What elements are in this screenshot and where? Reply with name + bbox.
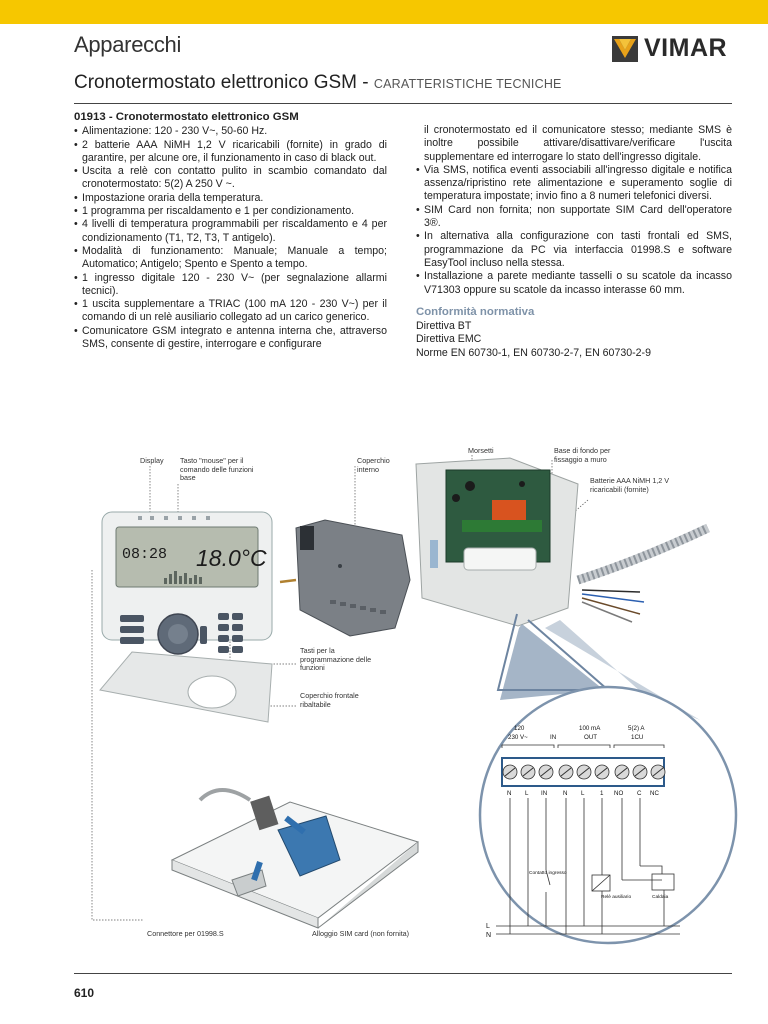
footer-rule [74,973,732,974]
spec-item: • In alternativa alla configurazione con tasti frontali ed SMS, programmazione da PC via interfaccia 01998.S e software EasyTool incluso nella stessa. [416,230,732,269]
spec-item: • Alimentazione: 120 - 230 V~, 50-60 Hz. [74,125,268,138]
terminal-label: NC [650,790,659,797]
spec-item: • 1 ingresso digitale 120 - 230 V~ (per segnalazione allarmi tecnici). [74,271,387,297]
spec-item: • 1 uscita supplementare a TRIAC (100 mA 120 - 230 V~) per il comando di un relè ausiliario collegato ad un carico generico. [74,298,387,324]
product-heading: 01913 - Cronotermostato elettronico GSM [74,111,299,123]
title-main: Cronotermostato elettronico GSM - [74,72,369,93]
front-flap [100,652,272,722]
group-label-line1: 5(2) A [628,725,645,732]
conformity-item: Norme EN 60730-1, EN 60730-2-7, EN 60730-2-9 [416,346,651,359]
label-connettore: Connettore per 01998.S [147,929,224,938]
terminal-label: N [507,790,512,797]
inner-cover [280,520,410,636]
label-coperchio-interno: Coperchio interno [357,456,390,474]
spec-continuation: il cronotermostato ed il comunicatore stesso; mediante SMS è inoltre possibile attivare/disattivare/verificare l'uscita supplementare ed interrogare lo stato dell'ingresso digitale. [424,124,732,163]
spec-item: • 2 batterie AAA NiMH 1,2 V ricaricabili (fornite) in grado di garantire, per alcune ore, il funzionamento in caso di black out. [74,138,387,164]
spec-item: • Comunicatore GSM integrato e antenna interna che, attraverso SMS, consente di gestire, interrogare e configurare [74,324,387,351]
caldaia-label: Caldaia [652,895,669,900]
conformity-item: Direttiva EMC [416,333,482,346]
title-sub: CARATTERISTICHE TECNICHE [373,77,562,91]
group-label-line1: 100 mA [579,725,601,732]
group-label-line1: 120 [514,725,525,732]
leader-frontale [268,690,296,706]
section-title: Apparecchi [74,32,182,57]
line-n-label: N [486,932,492,939]
terminal-label: L [581,790,585,797]
vimar-logo-text: VIMAR [644,34,728,62]
spec-item: • Impostazione oraria della temperatura. [74,191,264,204]
spec-item: • Via SMS, notifica eventi associabili all'ingresso digitale e notifica assenza/ripristino rete alimentazione e superamento soglie di temperatura impostate; invio fino a 8 numeri telefonici diversi. [416,163,732,203]
spec-item: • Modalità di funzionamento: Manuale; Manuale a tempo; Automatico; Antigelo; Spento e Spento a tempo. [74,244,387,271]
terminal-label: NO [614,790,624,797]
terminal-label: 1 [600,790,604,797]
spec-item: • SIM Card non fornita; non supportate SIM Card dell'operatore 3®. [416,203,732,230]
group-label-line2: OUT [584,734,598,741]
conformity-item: Direttiva BT [416,320,472,333]
label-tasti-programmazione: Tasti per la programmazione delle funzioni [300,646,372,673]
terminal-label: L [525,790,529,797]
terminal-label: N [563,790,568,797]
thermostat-front-unit [100,512,272,722]
cable-bundle [578,528,708,622]
group-label-line2: 230 V~ [508,734,528,741]
spec-item: • 1 programma per riscaldamento e 1 per condizionamento. [74,205,355,218]
line-l-label: L [486,923,490,930]
spec-item: • Uscita a relè con contatto pulito in scambio comandato dal cronotermostato: 5(2) A 250 V ~. [74,165,387,191]
display-time: 08:28 [122,546,168,563]
wall-base [416,458,578,626]
group-label-line2: IN [550,734,557,741]
terminal-label: IN [541,790,548,797]
spec-item: • Installazione a parete mediante tasselli o su scatole da incasso V71303 oppure su scatole da incasso interasse 60 mm. [416,270,732,296]
label-alloggio-sim: Alloggio SIM card (non fornita) [312,929,410,938]
terminal-label: C [637,790,642,797]
display-temperature: 18.0°C [196,545,267,571]
label-tasto-mouse: Tasto "mouse" per il comando delle funzioni base [180,456,254,483]
label-morsetti: Morsetti [468,446,494,455]
page-number: 610 [74,986,95,1000]
contatto-ingresso-label: Contatto ingresso [529,871,567,876]
bottom-base-assembly [172,790,418,928]
label-base-fondo: Base di fondo per fissaggio a muro [554,446,611,464]
rele-ausiliario-label: Relè ausiliario [601,895,632,900]
label-coperchio-frontale: Coperchio frontale ribaltabile [300,691,359,709]
label-display: Display [140,456,164,465]
conformity-heading: Conformità normativa [416,305,535,318]
group-label-line2: 1CU [631,734,644,741]
spec-item: • 4 livelli di temperatura programmabili per riscaldamento e 4 per condizionamento (T1, T2, T3, T antigelo). [74,218,387,244]
label-batterie: Batterie AAA NiMH 1,2 V ricaricabili (fornite) [590,476,670,494]
